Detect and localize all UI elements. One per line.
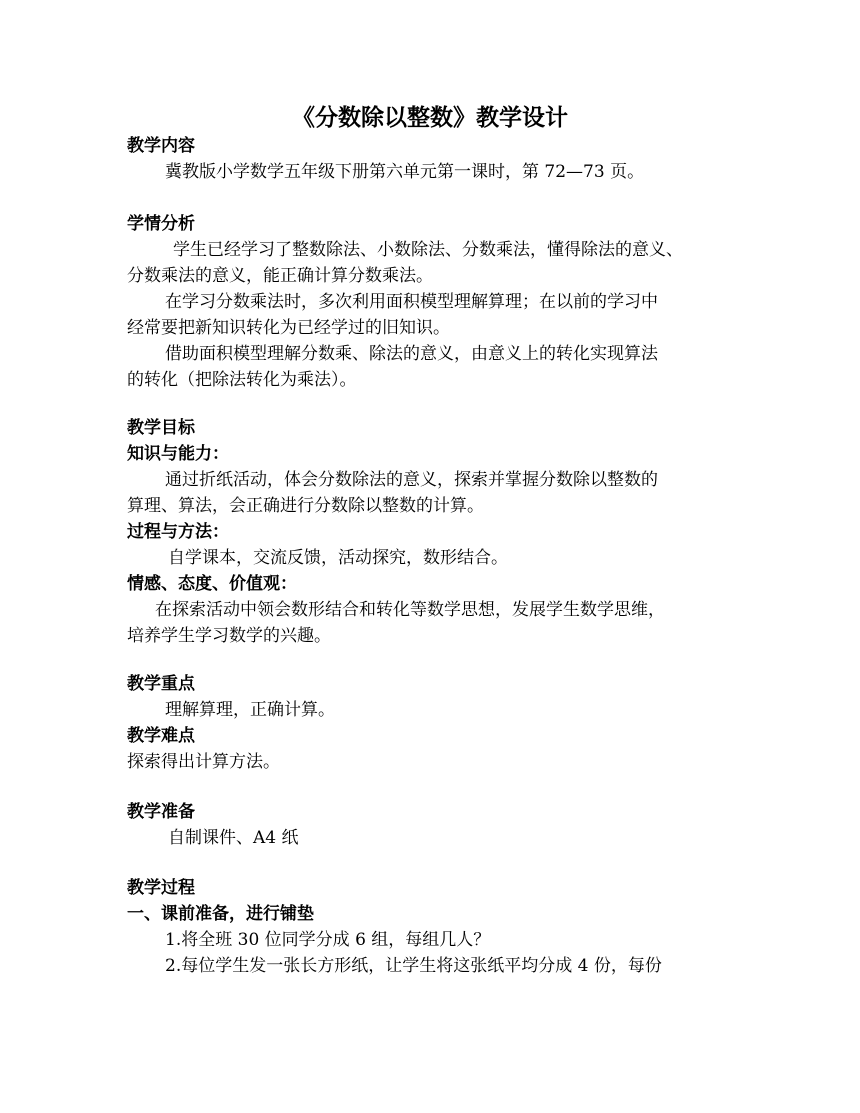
analysis-paragraph-line: 分数乘法的意义，能正确计算分数乘法。 <box>127 266 433 286</box>
section-heading-analysis: 学情分析 <box>127 214 195 234</box>
section-heading-process-main: 教学过程 <box>127 878 195 898</box>
key-text: 理解算理，正确计算。 <box>165 700 335 720</box>
difficulty-text: 探索得出计算方法。 <box>127 752 280 772</box>
section-heading-content: 教学内容 <box>127 136 195 156</box>
subheading-attitude: 情感、态度、价值观： <box>127 574 297 594</box>
attitude-text-line: 培养学生学习数学的兴趣。 <box>127 626 331 646</box>
attitude-text-line: 在探索活动中领会数形结合和转化等数学思想，发展学生数学思维， <box>155 600 665 620</box>
process-text: 自学课本，交流反馈，活动探究，数形结合。 <box>168 548 508 568</box>
document-title: 《分数除以整数》教学设计 <box>292 105 568 131</box>
section-heading-key: 教学重点 <box>127 674 195 694</box>
analysis-paragraph-line: 经常要把新知识转化为已经学过的旧知识。 <box>127 318 450 338</box>
subheading-process: 过程与方法： <box>127 522 229 542</box>
analysis-paragraph-line: 借助面积模型理解分数乘、除法的意义，由意义上的转化实现算法 <box>165 344 658 364</box>
subheading-knowledge: 知识与能力： <box>127 444 229 464</box>
content-text: 冀教版小学数学五年级下册第六单元第一课时，第 72—73 页。 <box>165 162 645 182</box>
analysis-paragraph-line: 在学习分数乘法时，多次利用面积模型理解算理；在以前的学习中 <box>165 292 658 312</box>
knowledge-text-line: 通过折纸活动，体会分数除法的意义，探索并掌握分数除以整数的 <box>165 470 658 490</box>
knowledge-text-line: 算理、算法，会正确进行分数除以整数的计算。 <box>127 496 484 516</box>
section-heading-goals: 教学目标 <box>127 418 195 438</box>
step1-list-item: 2.每位学生发一张长方形纸，让学生将这张纸平均分成 4 份，每份 <box>165 956 662 976</box>
prep-text: 自制课件、A4 纸 <box>168 828 299 848</box>
analysis-paragraph-line: 的转化（把除法转化为乘法）。 <box>127 370 357 390</box>
section-heading-prep: 教学准备 <box>127 802 195 822</box>
analysis-paragraph-line: 学生已经学习了整数除法、小数除法、分数乘法，懂得除法的意义、 <box>173 240 683 260</box>
step1-heading: 一、课前准备，进行铺垫 <box>127 904 314 924</box>
section-heading-difficulty: 教学难点 <box>127 726 195 746</box>
step1-list-item: 1.将全班 30 位同学分成 6 组，每组几人？ <box>165 930 491 950</box>
